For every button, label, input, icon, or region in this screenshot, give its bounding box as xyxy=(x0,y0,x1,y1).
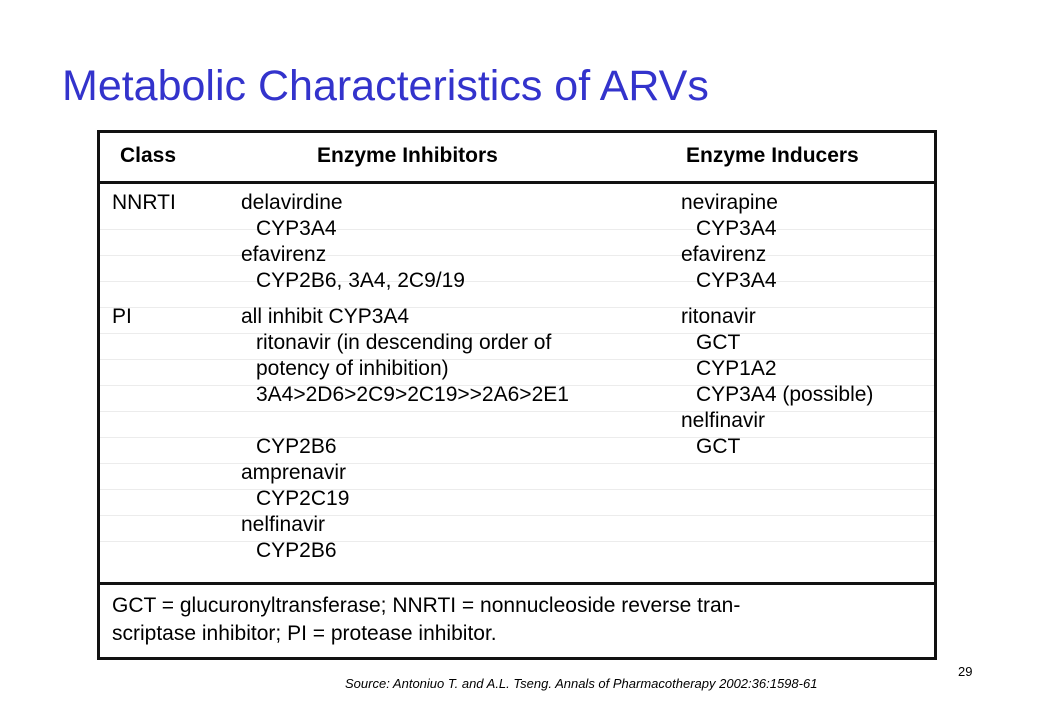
inhibitor-drug: all inhibit CYP3A4 xyxy=(241,305,410,328)
inhibitor-enzyme: 3A4>2D6>2C9>2C19>>2A6>2E1 xyxy=(256,383,569,406)
inducer-enzyme: CYP3A4 xyxy=(696,269,777,292)
inducer-enzyme: GCT xyxy=(696,331,741,354)
inhibitor-drug: nelfinavir xyxy=(241,513,326,536)
inhibitor-drug: amprenavir xyxy=(241,461,347,484)
inducer-drug: nevirapine xyxy=(681,191,778,214)
metabolism-table xyxy=(97,130,937,660)
inhibitor-enzyme: CYP2C19 xyxy=(256,487,350,510)
class-nnrti: NNRTI xyxy=(112,191,176,214)
pi-inducers xyxy=(681,304,873,460)
inducer-enzyme: CYP3A4 xyxy=(696,217,777,240)
footnote-line: scriptase inhibitor; PI = protease inhibitor. xyxy=(112,622,497,645)
page-number: 29 xyxy=(958,664,973,679)
inducer-enzyme: GCT xyxy=(696,435,741,458)
inducer-drug: efavirenz xyxy=(681,243,767,266)
inhibitor-drug: ritonavir (in descending order of xyxy=(256,331,552,354)
footnote-rule xyxy=(100,582,934,585)
inhibitor-enzyme: CYP3A4 xyxy=(256,217,337,240)
source-citation: Source: Antoniuo T. and A.L. Tseng. Annals of Pharmacotherapy 2002:36:1598-61 xyxy=(345,676,818,691)
pi-inhibitors xyxy=(241,304,569,564)
inhibitor-drug: delavirdine xyxy=(241,191,343,214)
nnrti-inducers xyxy=(681,190,778,294)
inhibitor-drug: efavirenz xyxy=(241,243,327,266)
inhibitor-enzyme: CYP2B6, 3A4, 2C9/19 xyxy=(256,269,465,292)
inducer-enzyme: CYP3A4 (possible) xyxy=(696,383,874,406)
footnote-line: GCT = glucuronyltransferase; NNRTI = nonnucleoside reverse tran- xyxy=(112,594,741,617)
inhibitor-enzyme: CYP2B6 xyxy=(256,539,337,562)
blank-line xyxy=(241,408,569,434)
inducer-enzyme: CYP1A2 xyxy=(696,357,777,380)
inhibitor-enzyme: CYP2B6 xyxy=(256,435,337,458)
inducer-drug: ritonavir xyxy=(681,305,756,328)
header-enzyme-inducers: Enzyme Inducers xyxy=(686,144,859,167)
header-rule xyxy=(100,181,934,184)
inducer-drug: nelfinavir xyxy=(681,409,766,432)
header-enzyme-inhibitors: Enzyme Inhibitors xyxy=(317,144,498,167)
class-pi: PI xyxy=(112,305,132,328)
header-class: Class xyxy=(120,144,177,167)
nnrti-inhibitors xyxy=(241,190,465,294)
slide-title: Metabolic Characteristics of ARVs xyxy=(62,62,709,110)
inhibitor-note: potency of inhibition) xyxy=(256,357,449,380)
table-footnote xyxy=(112,592,928,648)
